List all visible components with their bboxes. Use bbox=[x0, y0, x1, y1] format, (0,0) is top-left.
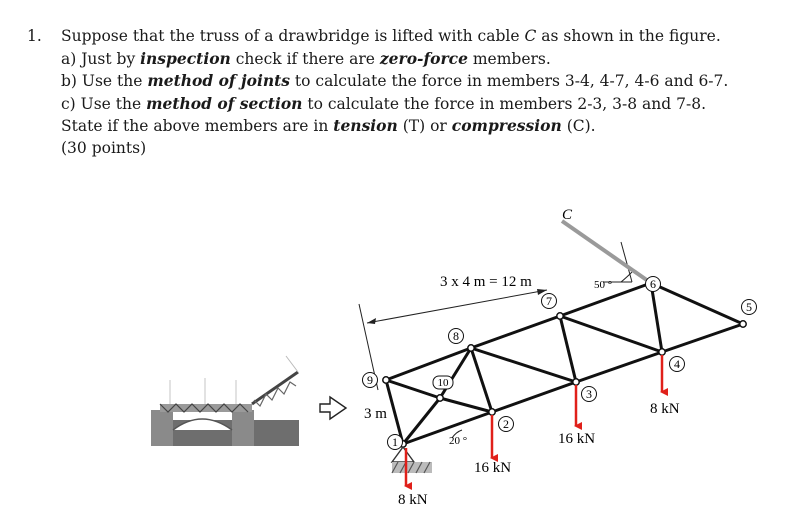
question-points: (30 points) bbox=[61, 138, 147, 157]
load-label-1: 8 kN bbox=[398, 492, 428, 508]
question-cable-name: C bbox=[524, 27, 537, 45]
node-label-10: 10 bbox=[437, 377, 449, 389]
part-c-method: method of section bbox=[146, 93, 303, 113]
node-label-5: 5 bbox=[746, 300, 752, 314]
member-7-3 bbox=[560, 316, 576, 382]
load-label-3: 16 kN bbox=[558, 431, 596, 447]
state-prefix: State if the above members are in bbox=[61, 117, 334, 136]
cable-angle-label: 50 ° bbox=[594, 279, 613, 291]
load-label-4: 8 kN bbox=[650, 401, 680, 417]
member-10-2 bbox=[440, 398, 492, 412]
node-label-7: 7 bbox=[546, 294, 552, 308]
member-7-4 bbox=[560, 316, 662, 352]
state-mid: (T) or bbox=[397, 117, 452, 136]
member-8-2 bbox=[471, 348, 492, 412]
part-a-mid: check if there are bbox=[230, 49, 380, 68]
node-label-2: 2 bbox=[503, 417, 509, 431]
state-tension: tension bbox=[333, 116, 398, 136]
load-label-2: 16 kN bbox=[474, 460, 512, 476]
height-label: 3 m bbox=[364, 406, 387, 422]
question-intro: Suppose that the truss of a drawbridge is lifted with cable bbox=[61, 27, 525, 45]
member-6-4 bbox=[651, 283, 662, 352]
part-b-prefix: b) Use the bbox=[61, 72, 148, 91]
member-9-10 bbox=[386, 380, 440, 398]
member-6-5 bbox=[651, 283, 743, 324]
member-5-4 bbox=[662, 324, 743, 352]
load-arrows bbox=[406, 355, 662, 486]
state-compression: compression bbox=[451, 116, 562, 136]
member-8-3 bbox=[471, 348, 576, 382]
part-b-method: method of joints bbox=[147, 71, 290, 91]
node-label-6: 6 bbox=[650, 277, 656, 291]
truss-members bbox=[386, 283, 743, 444]
part-c-prefix: c) Use the bbox=[61, 94, 147, 113]
span-label: 3 x 4 m = 12 m bbox=[440, 274, 532, 290]
part-b-suffix: to calculate the force in members 3-4, 4-7, 4-6 and 6-7. bbox=[289, 72, 729, 91]
part-a-suffix: members. bbox=[467, 49, 551, 68]
part-a-target: zero-force bbox=[379, 48, 468, 68]
part-c-suffix: to calculate the force in members 2-3, 3-8 and 7-8. bbox=[302, 94, 706, 113]
member-3-2 bbox=[492, 382, 576, 412]
node-label-1: 1 bbox=[392, 435, 398, 449]
drawbridge-photo bbox=[151, 356, 299, 446]
transform-arrow-icon bbox=[320, 397, 346, 419]
node-label-3: 3 bbox=[586, 387, 592, 401]
cable-c bbox=[562, 221, 651, 283]
part-a-prefix: a) Just by bbox=[61, 49, 141, 68]
part-a-method: inspection bbox=[140, 48, 231, 68]
member-4-3 bbox=[576, 352, 662, 382]
pin-support bbox=[392, 447, 432, 473]
member-10-8 bbox=[437, 348, 471, 398]
question-intro-end: as shown in the figure. bbox=[536, 27, 721, 45]
member-8-7 bbox=[471, 316, 560, 348]
question-number: 1. bbox=[27, 27, 42, 45]
truss-joints bbox=[383, 280, 746, 447]
state-suffix: (C). bbox=[561, 117, 596, 136]
member-9-8 bbox=[386, 348, 471, 380]
node-label-4: 4 bbox=[674, 357, 680, 371]
base-angle-label: 20 ° bbox=[449, 435, 468, 447]
cable-label: C bbox=[562, 207, 573, 223]
node-label-8: 8 bbox=[453, 329, 459, 343]
node-label-9: 9 bbox=[367, 373, 373, 387]
